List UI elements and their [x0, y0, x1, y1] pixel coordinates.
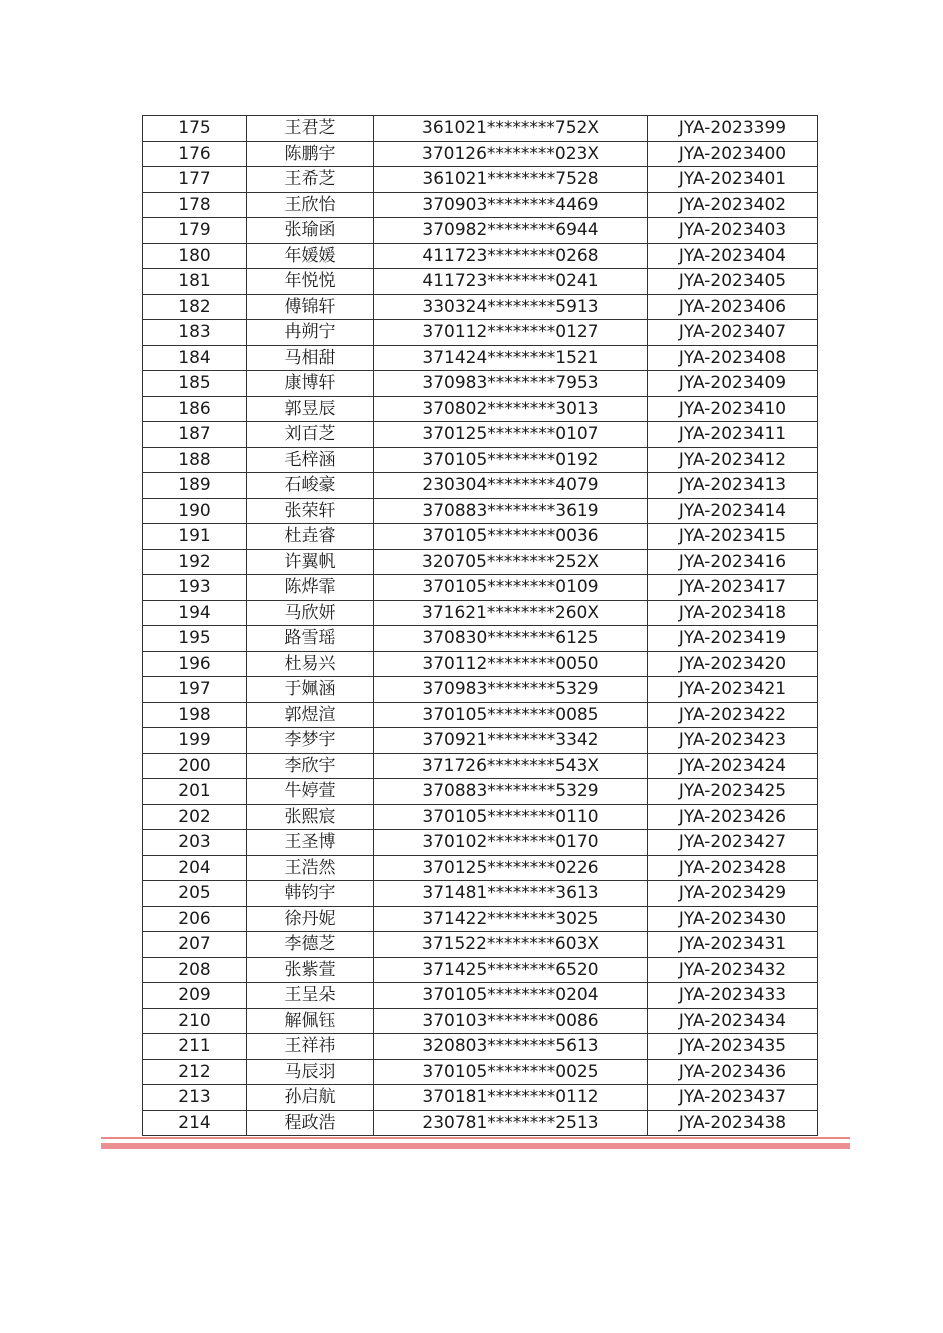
id-number-cell: 371621********260X [374, 600, 648, 626]
seq-number-cell: 182 [143, 294, 247, 320]
seq-number-cell: 188 [143, 447, 247, 473]
seq-number-cell: 178 [143, 192, 247, 218]
seq-number-cell: 203 [143, 830, 247, 856]
name-cell: 王君芝 [247, 116, 374, 142]
table-row [143, 830, 818, 856]
id-number-cell: 370105********0025 [374, 1059, 648, 1085]
certificate-number-cell: JYA-2023436 [648, 1059, 818, 1085]
id-number-cell: 370105********0109 [374, 575, 648, 601]
certificate-number-cell: JYA-2023424 [648, 753, 818, 779]
name-cell: 许翼帆 [247, 549, 374, 575]
name-cell: 马欣妍 [247, 600, 374, 626]
seq-number-cell: 212 [143, 1059, 247, 1085]
seq-number-cell: 189 [143, 473, 247, 499]
certificate-number-cell: JYA-2023415 [648, 524, 818, 550]
table-row [143, 447, 818, 473]
table-row [143, 218, 818, 244]
name-cell: 年悦悦 [247, 269, 374, 295]
seq-number-cell: 176 [143, 141, 247, 167]
id-number-cell: 370983********7953 [374, 371, 648, 397]
table-row [143, 345, 818, 371]
seq-number-cell: 200 [143, 753, 247, 779]
id-number-cell: 370181********0112 [374, 1085, 648, 1111]
certificate-number-cell: JYA-2023411 [648, 422, 818, 448]
table-row [143, 957, 818, 983]
seq-number-cell: 196 [143, 651, 247, 677]
id-number-cell: 370983********5329 [374, 677, 648, 703]
id-number-cell: 370802********3013 [374, 396, 648, 422]
name-cell: 程政浩 [247, 1110, 374, 1136]
footer-rule-thick [101, 1143, 850, 1149]
certificate-number-cell: JYA-2023417 [648, 575, 818, 601]
table-row [143, 600, 818, 626]
certificate-number-cell: JYA-2023429 [648, 881, 818, 907]
seq-number-cell: 206 [143, 906, 247, 932]
seq-number-cell: 183 [143, 320, 247, 346]
id-number-cell: 370126********023X [374, 141, 648, 167]
certificate-number-cell: JYA-2023413 [648, 473, 818, 499]
name-cell: 马辰羽 [247, 1059, 374, 1085]
id-number-cell: 370105********0110 [374, 804, 648, 830]
table-row [143, 575, 818, 601]
certificate-number-cell: JYA-2023432 [648, 957, 818, 983]
id-number-cell: 370105********0036 [374, 524, 648, 550]
certificate-number-cell: JYA-2023431 [648, 932, 818, 958]
table-row [143, 702, 818, 728]
certificate-number-cell: JYA-2023428 [648, 855, 818, 881]
seq-number-cell: 201 [143, 779, 247, 805]
seq-number-cell: 192 [143, 549, 247, 575]
id-number-cell: 361021********752X [374, 116, 648, 142]
name-cell: 王希芝 [247, 167, 374, 193]
seq-number-cell: 185 [143, 371, 247, 397]
name-cell: 郭昱辰 [247, 396, 374, 422]
name-cell: 牛婷萱 [247, 779, 374, 805]
id-number-cell: 371422********3025 [374, 906, 648, 932]
name-cell: 陈烨霏 [247, 575, 374, 601]
certificate-number-cell: JYA-2023406 [648, 294, 818, 320]
id-number-cell: 370112********0127 [374, 320, 648, 346]
seq-number-cell: 202 [143, 804, 247, 830]
seq-number-cell: 214 [143, 1110, 247, 1136]
certificate-number-cell: JYA-2023401 [648, 167, 818, 193]
id-number-cell: 371425********6520 [374, 957, 648, 983]
name-cell: 韩钧宇 [247, 881, 374, 907]
name-cell: 于姵涵 [247, 677, 374, 703]
seq-number-cell: 199 [143, 728, 247, 754]
seq-number-cell: 193 [143, 575, 247, 601]
name-cell: 孙启航 [247, 1085, 374, 1111]
certificate-number-cell: JYA-2023403 [648, 218, 818, 244]
certificate-number-cell: JYA-2023407 [648, 320, 818, 346]
seq-number-cell: 204 [143, 855, 247, 881]
certificate-number-cell: JYA-2023420 [648, 651, 818, 677]
table-row [143, 1034, 818, 1060]
name-cell: 李德芝 [247, 932, 374, 958]
table-row [143, 1059, 818, 1085]
name-cell: 王呈朵 [247, 983, 374, 1009]
id-number-cell: 361021********7528 [374, 167, 648, 193]
id-number-cell: 370103********0086 [374, 1008, 648, 1034]
id-number-cell: 320705********252X [374, 549, 648, 575]
name-cell: 杜垚睿 [247, 524, 374, 550]
table-row [143, 549, 818, 575]
table-row [143, 116, 818, 142]
certificate-number-cell: JYA-2023418 [648, 600, 818, 626]
table-row [143, 243, 818, 269]
id-number-cell: 330324********5913 [374, 294, 648, 320]
certificate-number-cell: JYA-2023435 [648, 1034, 818, 1060]
id-number-cell: 370982********6944 [374, 218, 648, 244]
name-cell: 王浩然 [247, 855, 374, 881]
name-cell: 张熙宸 [247, 804, 374, 830]
name-cell: 李梦宇 [247, 728, 374, 754]
id-number-cell: 371481********3613 [374, 881, 648, 907]
seq-number-cell: 210 [143, 1008, 247, 1034]
id-number-cell: 370883********3619 [374, 498, 648, 524]
id-number-cell: 411723********0241 [374, 269, 648, 295]
table-row [143, 677, 818, 703]
seq-number-cell: 197 [143, 677, 247, 703]
id-number-cell: 370921********3342 [374, 728, 648, 754]
id-number-cell: 320803********5613 [374, 1034, 648, 1060]
table-row [143, 626, 818, 652]
table-row [143, 983, 818, 1009]
name-cell: 张紫萱 [247, 957, 374, 983]
table-row [143, 906, 818, 932]
id-number-cell: 370830********6125 [374, 626, 648, 652]
seq-number-cell: 205 [143, 881, 247, 907]
name-cell: 康博轩 [247, 371, 374, 397]
roster-body [143, 116, 818, 1136]
table-row [143, 294, 818, 320]
name-cell: 年媛媛 [247, 243, 374, 269]
seq-number-cell: 191 [143, 524, 247, 550]
name-cell: 傅锦轩 [247, 294, 374, 320]
name-cell: 陈鹏宇 [247, 141, 374, 167]
seq-number-cell: 190 [143, 498, 247, 524]
id-number-cell: 370125********0226 [374, 855, 648, 881]
table-row [143, 396, 818, 422]
seq-number-cell: 195 [143, 626, 247, 652]
name-cell: 郭煜渲 [247, 702, 374, 728]
certificate-number-cell: JYA-2023400 [648, 141, 818, 167]
certificate-number-cell: JYA-2023414 [648, 498, 818, 524]
id-number-cell: 370125********0107 [374, 422, 648, 448]
certificate-number-cell: JYA-2023421 [648, 677, 818, 703]
certificate-number-cell: JYA-2023405 [648, 269, 818, 295]
table-row [143, 269, 818, 295]
seq-number-cell: 184 [143, 345, 247, 371]
seq-number-cell: 177 [143, 167, 247, 193]
id-number-cell: 411723********0268 [374, 243, 648, 269]
name-cell: 刘百芝 [247, 422, 374, 448]
id-number-cell: 370105********0192 [374, 447, 648, 473]
name-cell: 杜易兴 [247, 651, 374, 677]
certificate-number-cell: JYA-2023423 [648, 728, 818, 754]
table-row [143, 473, 818, 499]
name-cell: 王欣怡 [247, 192, 374, 218]
certificate-number-cell: JYA-2023427 [648, 830, 818, 856]
id-number-cell: 370105********0085 [374, 702, 648, 728]
table-row [143, 779, 818, 805]
table-row [143, 753, 818, 779]
seq-number-cell: 187 [143, 422, 247, 448]
table-row [143, 192, 818, 218]
table-row [143, 855, 818, 881]
certificate-number-cell: JYA-2023404 [648, 243, 818, 269]
table-row [143, 371, 818, 397]
id-number-cell: 371424********1521 [374, 345, 648, 371]
certificate-number-cell: JYA-2023426 [648, 804, 818, 830]
certificate-number-cell: JYA-2023425 [648, 779, 818, 805]
table-row [143, 1110, 818, 1136]
seq-number-cell: 180 [143, 243, 247, 269]
certificate-number-cell: JYA-2023437 [648, 1085, 818, 1111]
name-cell: 徐丹妮 [247, 906, 374, 932]
table-row [143, 141, 818, 167]
seq-number-cell: 208 [143, 957, 247, 983]
seq-number-cell: 181 [143, 269, 247, 295]
certificate-number-cell: JYA-2023410 [648, 396, 818, 422]
id-number-cell: 371726********543X [374, 753, 648, 779]
table-row [143, 422, 818, 448]
table-row [143, 881, 818, 907]
certificate-number-cell: JYA-2023402 [648, 192, 818, 218]
certificate-number-cell: JYA-2023430 [648, 906, 818, 932]
certificate-number-cell: JYA-2023434 [648, 1008, 818, 1034]
certificate-number-cell: JYA-2023416 [648, 549, 818, 575]
table-row [143, 320, 818, 346]
seq-number-cell: 186 [143, 396, 247, 422]
name-cell: 张瑜函 [247, 218, 374, 244]
seq-number-cell: 175 [143, 116, 247, 142]
table-row [143, 498, 818, 524]
seq-number-cell: 207 [143, 932, 247, 958]
table-row [143, 728, 818, 754]
name-cell: 李欣宇 [247, 753, 374, 779]
id-number-cell: 370883********5329 [374, 779, 648, 805]
name-cell: 毛梓涵 [247, 447, 374, 473]
seq-number-cell: 209 [143, 983, 247, 1009]
name-cell: 解佩钰 [247, 1008, 374, 1034]
name-cell: 石峻豪 [247, 473, 374, 499]
certificate-number-cell: JYA-2023412 [648, 447, 818, 473]
certificate-number-cell: JYA-2023409 [648, 371, 818, 397]
name-cell: 冉朔宁 [247, 320, 374, 346]
seq-number-cell: 198 [143, 702, 247, 728]
seq-number-cell: 179 [143, 218, 247, 244]
certificate-number-cell: JYA-2023438 [648, 1110, 818, 1136]
id-number-cell: 371522********603X [374, 932, 648, 958]
table-row [143, 651, 818, 677]
footer-rule-thin [101, 1137, 850, 1139]
table-row [143, 167, 818, 193]
certificate-number-cell: JYA-2023408 [648, 345, 818, 371]
id-number-cell: 230781********2513 [374, 1110, 648, 1136]
table-row [143, 804, 818, 830]
seq-number-cell: 213 [143, 1085, 247, 1111]
name-cell: 张荣轩 [247, 498, 374, 524]
table-row [143, 1008, 818, 1034]
certificate-number-cell: JYA-2023419 [648, 626, 818, 652]
name-cell: 王祥祎 [247, 1034, 374, 1060]
id-number-cell: 230304********4079 [374, 473, 648, 499]
table-row [143, 1085, 818, 1111]
certificate-number-cell: JYA-2023422 [648, 702, 818, 728]
id-number-cell: 370105********0204 [374, 983, 648, 1009]
seq-number-cell: 194 [143, 600, 247, 626]
seq-number-cell: 211 [143, 1034, 247, 1060]
id-number-cell: 370102********0170 [374, 830, 648, 856]
name-cell: 马相甜 [247, 345, 374, 371]
table-row [143, 932, 818, 958]
roster-table [142, 115, 818, 1136]
name-cell: 路雪瑶 [247, 626, 374, 652]
id-number-cell: 370903********4469 [374, 192, 648, 218]
name-cell: 王圣博 [247, 830, 374, 856]
table-row [143, 524, 818, 550]
certificate-number-cell: JYA-2023399 [648, 116, 818, 142]
id-number-cell: 370112********0050 [374, 651, 648, 677]
certificate-number-cell: JYA-2023433 [648, 983, 818, 1009]
